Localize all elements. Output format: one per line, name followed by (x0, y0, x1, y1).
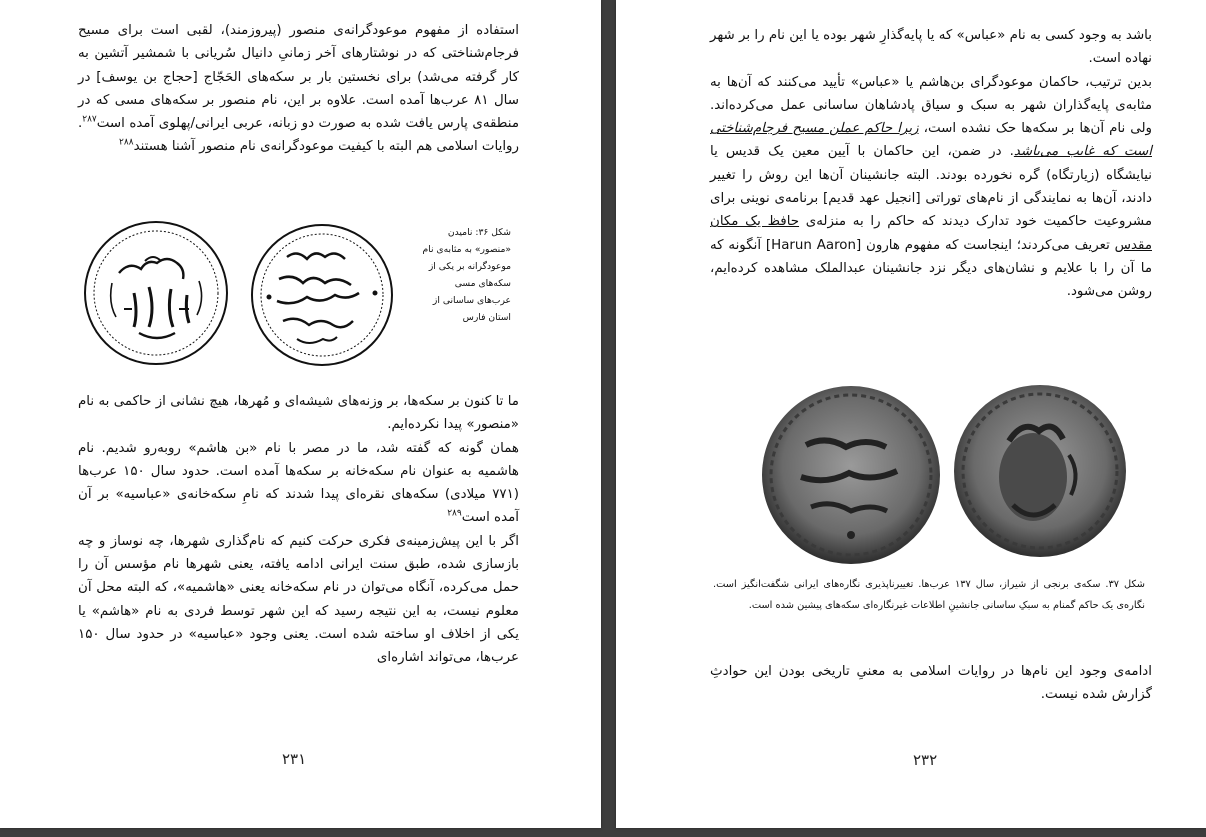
page-number-232: ۲۳۲ (913, 751, 938, 769)
right-paragraph-2: بدین ترتیب، حاکمان موعودگرای بن‌هاشم یا «عباس» تأیید می‌کنند که آن‌ها به مثابه‌ی پایه‌گذاران شهر به سبک و سیاق پادشاهان ساسانی عمل می‌کرده‌اند. ولی نام آن‌ها بر سکه‌ها حک نشده است، زیرا حاکم عملن مسیح فرجام‌شناختی است که غایب می‌باشد. در ضمن، این حاکمان با آیین معین یک قدیس یا نیایشگاه (زیارتگاه) گره نخورده بودند. البته جانشینان آن‌ها این روش را تغییر دادند، آن‌ها به نمایندگی از نام‌های توراتی [انجیل عهد قدیم] برنامه‌ی نوینی برای مشروعیت حاکمیت خود تدارک دیدند که حاکم را به منزله‌ی حافظ یک مکان مقدس تعریف می‌کردند؛ اینجاست که مفهوم هارون [Harun Aaron] آنگونه که ما آن را با علایم و نشان‌های دیگر نزد جانشینان عبدالملک مشاهده کرده‌ایم، روشن می‌شود. (710, 74, 1152, 300)
page-231 (0, 0, 601, 828)
page-232 (616, 0, 1206, 828)
coin-drawing-inscription (252, 225, 392, 365)
underlined-emphasis: حافظ یک مکان مقدس (710, 214, 1152, 253)
coin-photo-inscription-side (762, 386, 940, 564)
right-paragraph-3: ادامه‌ی وجود این نام‌ها در روایات اسلامی به معنیِ تاریخی بودن این حوادثِ گزارش شده نیست. (710, 664, 1152, 703)
coin-photo-portrait-side (954, 385, 1126, 557)
figure-36-coin-drawings (79, 213, 414, 375)
coin-drawing-portrait (85, 222, 227, 364)
italic-emphasis: زیرا حاکم عملن مسیح فرجام‌شناختی است که غایب می‌باشد (710, 121, 1152, 160)
right-body-upper (710, 24, 1152, 304)
left-paragraph-2: ما تا کنون بر سکه‌ها، بر وزنه‌های شیشه‌ای و مُهرها، هیچ نشانی از حاکمی به نام «منصور» پیدا نکرده‌ایم. (78, 394, 519, 433)
page-number-231: ۲۳۱ (282, 750, 307, 768)
left-paragraph-3: همان گونه که گفته شد، ما در مصر با نام «بن هاشم» روبه‌رو شدیم. نام هاشمیه به عنوان نام سکه‌خانه بر سکه‌ها آمده است. حدود سال ۱۵۰ عرب‌ها (۷۷۱ میلادی) سکه‌های نقره‌ای پیدا شدند که نامِ سکه‌خانه‌ی «عباسیه» بر آن آمده است$^{۲۸۹}$ (78, 440, 519, 526)
figure-37-caption: شکل ۳۷. سکه‌ی برنجی از شیراز، سال ۱۳۷ عرب‌ها. تغییرناپذیری نگاره‌های ایرانی شگفت‌انگیز است. نگاره‌ی یک حاکم گمنام به سبکِ ساسانی جانشینِ اطلاعات غیرنگاره‌ای سکه‌های پیشین شده است. (713, 579, 1145, 611)
footnote-287[interactable]: ۲۸۷ (82, 114, 97, 125)
figure-36-caption: شکل ۳۶: نامیدن «منصور» به مثابه‌ی نام موعودگرانه بر یکی از سکه‌های مسی عرب‌های ساسانی از استان فارس (422, 227, 511, 323)
left-paragraph-1: استفاده از مفهوم موعودگرانه‌ی منصور (پیروزمند)، لقبی است برای مسیح فرجام‌شناختی که در نوشتارهای آخر زمانیِ دانیال سُریانی با شمشیر آتشین به کار گرفته می‌شد) برای نخستین بار بر سکه‌های الحَجّاج [حجاج بن یوسف] در سال ۸۱ عرب‌ها آمده است. علاوه بر این، نام منصور بر سکه‌های مسی که در منطقه‌ی پارس یافت شده به صورت دو زبانه، عربی ایرانی/پهلوی آمده است$^{۲۸۷}$. روایات اسلامی هم البته با کیفیت موعودگرانه‌ی نام منصور آشنا هستند$^{۲۸۸}$ (78, 23, 519, 155)
footnote-288[interactable]: ۲۸۸ (119, 138, 134, 149)
footnote-289[interactable]: ۲۸۹ (447, 509, 462, 520)
left-body-lower (78, 390, 519, 670)
left-paragraph-4: اگر با این پیش‌زمینه‌ی فکری حرکت کنیم که نام‌گذاری شهرها، چه نوساز و چه بازسازی شده، طبق سنت ایرانی ادامه یافته، یعنی شهرها نام مؤسس آن را حمل می‌کرده، آنگاه می‌توان در نام سکه‌خانه یعنی «هاشمیه»، که البته محل آن معلوم نیست، به این نتیجه رسید که این شهر توسط فردی به نام «هاشم» یا یکی از اخلاف او ساخته شده است. یعنی وجود «عباسیه» در حدود سال ۱۵۰ عرب‌ها، می‌تواند اشاره‌ای (78, 533, 519, 666)
right-paragraph-1: باشد به وجود کسی به نام «عباس» که یا پایه‌گذارِ شهر بوده یا این نام را بر شهر نهاده است. (710, 28, 1152, 67)
figure-37-coin-photo (751, 385, 1139, 570)
